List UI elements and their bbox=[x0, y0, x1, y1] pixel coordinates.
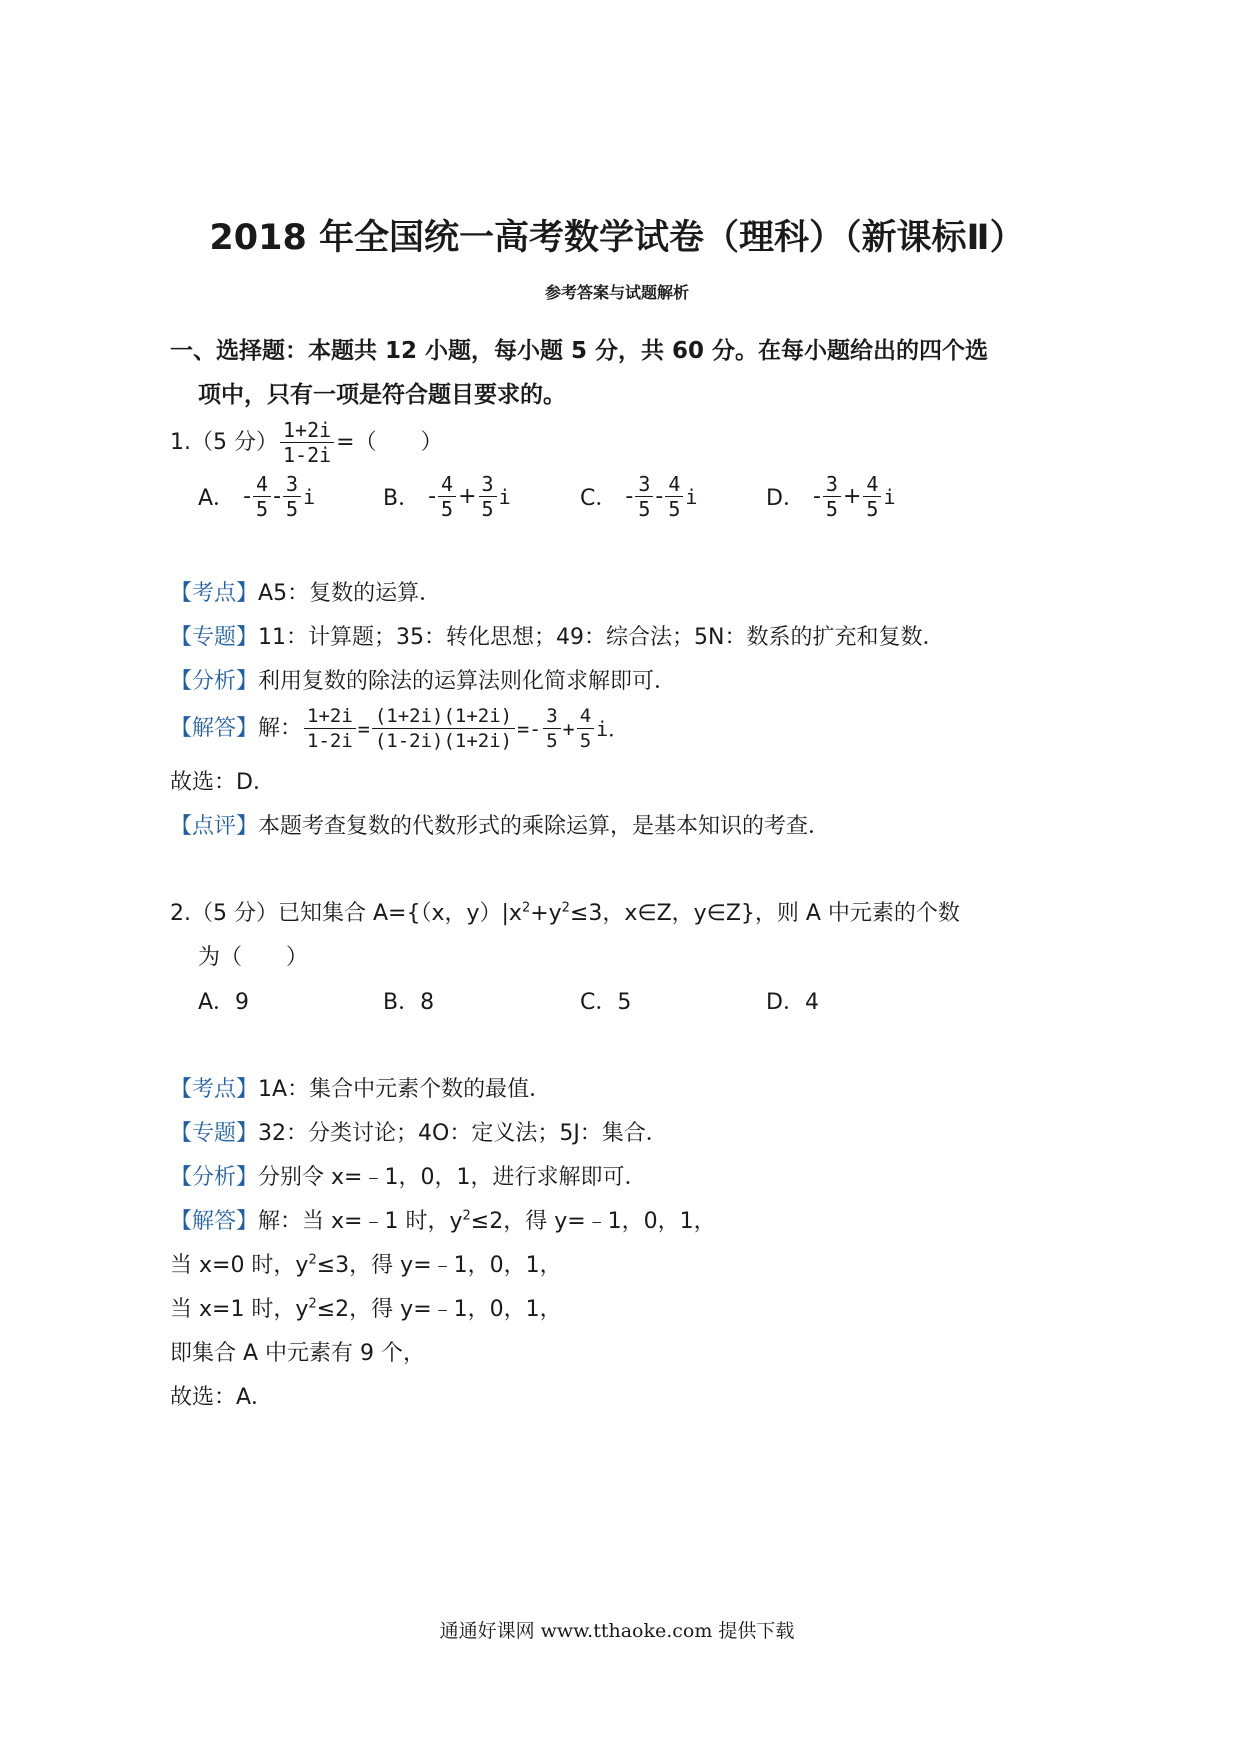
q1-prefix: 1.（5 分） bbox=[170, 429, 278, 455]
dianping-text: 本题考查复数的代数形式的乘除运算，是基本知识的考查． bbox=[258, 814, 831, 839]
q1-fraction bbox=[280, 418, 334, 467]
line3-b: ≤2，得 y=﹣1，0，1， bbox=[316, 1297, 562, 1322]
jieda-f3-den: 5 bbox=[546, 730, 558, 752]
jieda-prefix: 解： bbox=[258, 715, 303, 741]
option-num1: 4 bbox=[438, 472, 456, 497]
option-tail: i bbox=[685, 484, 698, 509]
option-sign: - bbox=[243, 484, 252, 509]
option-den1: 5 bbox=[638, 497, 651, 521]
option-den1: 5 bbox=[256, 497, 269, 521]
zhuanti-text: 32：分类讨论；4O：定义法；5J：集合． bbox=[258, 1121, 668, 1146]
option-num2: 4 bbox=[665, 472, 683, 497]
page-footer: 通通好课网 www.tthaoke.com 提供下载 bbox=[439, 1620, 795, 1642]
line2-b: ≤3，得 y=﹣1，0，1， bbox=[316, 1253, 562, 1278]
q2-sup1: 2 bbox=[521, 900, 531, 916]
option-num1: 3 bbox=[823, 472, 841, 497]
section-heading-line2: 项中，只有一项是符合题目要求的。 bbox=[198, 382, 566, 408]
dianping-tag: 【点评】 bbox=[170, 814, 259, 839]
jieda-f4-den: 5 bbox=[579, 730, 592, 752]
jieda-tag: 【解答】 bbox=[170, 1209, 259, 1234]
option-label: A． bbox=[198, 486, 236, 511]
jieda-b: ≤2，得 y=﹣1，0，1， bbox=[470, 1209, 716, 1234]
kaodian-tag: 【考点】 bbox=[170, 581, 259, 606]
q2-stem-c: ≤3，x∈Z，y∈Z}，则 A 中元素的个数 bbox=[569, 901, 960, 926]
option-op: + bbox=[842, 484, 862, 509]
q2-zhuanti bbox=[170, 1119, 668, 1149]
q2-answer: 故选：A． bbox=[170, 1385, 274, 1410]
kaodian-text: 1A：集合中元素个数的最值． bbox=[258, 1077, 552, 1102]
q2-stem bbox=[170, 899, 960, 929]
q1-dianping bbox=[170, 812, 830, 842]
q2-kaodian bbox=[170, 1075, 551, 1105]
q1-option-c bbox=[580, 472, 697, 521]
q1-suffix: =（ ） bbox=[336, 429, 443, 455]
option-sign: - bbox=[812, 484, 821, 509]
option-op: + bbox=[458, 484, 477, 509]
q1-zhuanti bbox=[170, 623, 944, 653]
jieda-f2-num: (1+2i)(1+2i) bbox=[372, 704, 515, 729]
option-den2: 5 bbox=[481, 497, 494, 521]
jieda-f1-den: 1-2i bbox=[307, 730, 353, 752]
zhuanti-text: 11：计算题；35：转化思想；49：综合法；5N：数系的扩充和复数． bbox=[258, 625, 945, 650]
q1-kaodian bbox=[170, 579, 441, 609]
option-label: B． bbox=[383, 486, 421, 511]
q1-jieda bbox=[170, 704, 628, 753]
option-sign: - bbox=[428, 484, 437, 509]
option-tail: i bbox=[303, 484, 316, 509]
option-num1: 4 bbox=[253, 472, 271, 497]
fenxi-tag: 【分析】 bbox=[170, 669, 259, 694]
q2-jieda bbox=[170, 1207, 716, 1237]
q2-line2 bbox=[170, 1251, 562, 1281]
option-den1: 5 bbox=[441, 497, 454, 521]
option-num2: 4 bbox=[863, 472, 881, 497]
fenxi-text: 分别令 x=﹣1，0，1，进行求解即可． bbox=[258, 1165, 647, 1190]
line3-sup: 2 bbox=[308, 1296, 317, 1312]
line3-a: 当 x=1 时，y bbox=[170, 1297, 309, 1322]
jieda-a: 解：当 x=﹣1 时，y bbox=[258, 1209, 463, 1234]
option-den2: 5 bbox=[668, 497, 681, 521]
section-heading-line1: 一、选择题：本题共 12 小题，每小题 5 分，共 60 分。在每小题给出的四个选 bbox=[170, 338, 989, 364]
q1-option-a bbox=[198, 472, 315, 521]
jieda-f2-den: (1-2i)(1+2i) bbox=[374, 730, 513, 752]
q2-stem-a: 2.（5 分）已知集合 A={（x，y）|x bbox=[170, 901, 522, 926]
fenxi-text: 利用复数的除法的运算法则化简求解即可． bbox=[258, 669, 677, 694]
zhuanti-tag: 【专题】 bbox=[170, 625, 259, 650]
q2-option-b: B．8 bbox=[383, 990, 435, 1015]
q2-sup2: 2 bbox=[561, 900, 570, 916]
option-label: C． bbox=[580, 486, 618, 511]
line2-sup: 2 bbox=[308, 1252, 317, 1268]
q2-stem-line2: 为（ ） bbox=[198, 945, 309, 970]
option-num2: 3 bbox=[479, 472, 497, 497]
q1-stem bbox=[170, 418, 443, 467]
jieda-f4-num: 4 bbox=[577, 704, 594, 729]
q2-stem-b: +y bbox=[530, 901, 562, 926]
q2-option-d: D．4 bbox=[766, 990, 819, 1015]
option-num1: 3 bbox=[635, 472, 653, 497]
q1-frac-num: 1+2i bbox=[280, 418, 334, 443]
option-den2: 5 bbox=[866, 497, 879, 521]
jieda-f3-num: 3 bbox=[543, 704, 560, 729]
zhuanti-tag: 【专题】 bbox=[170, 1121, 259, 1146]
line2-a: 当 x=0 时，y bbox=[170, 1253, 309, 1278]
option-label: D． bbox=[766, 486, 805, 511]
q1-option-b bbox=[383, 472, 511, 521]
option-op: - bbox=[655, 484, 664, 509]
option-den2: 5 bbox=[286, 497, 299, 521]
q1-option-d bbox=[766, 472, 895, 521]
option-den1: 5 bbox=[825, 497, 838, 521]
page-title: 2018 年全国统一高考数学试卷（理科）（新课标Ⅱ） bbox=[209, 218, 1025, 258]
option-op: - bbox=[273, 484, 282, 509]
jieda-tag: 【解答】 bbox=[170, 715, 259, 741]
q2-line3 bbox=[170, 1295, 562, 1325]
q2-fenxi bbox=[170, 1163, 646, 1193]
option-tail: i bbox=[883, 484, 896, 509]
jieda-sup: 2 bbox=[462, 1208, 471, 1224]
page-subtitle: 参考答案与试题解析 bbox=[544, 283, 689, 302]
jieda-tail: i． bbox=[596, 716, 629, 741]
q1-frac-den: 1-2i bbox=[282, 443, 332, 467]
q1-fenxi bbox=[170, 667, 676, 697]
q2-option-a: A．9 bbox=[198, 990, 250, 1015]
q2-option-c: C．5 bbox=[580, 990, 632, 1015]
option-sign: - bbox=[625, 484, 634, 509]
kaodian-tag: 【考点】 bbox=[170, 1077, 259, 1102]
option-num2: 3 bbox=[283, 472, 301, 497]
q2-line4: 即集合 A 中元素有 9 个， bbox=[170, 1341, 426, 1366]
q1-answer: 故选：D． bbox=[170, 770, 275, 795]
jieda-plus: + bbox=[562, 716, 575, 741]
jieda-f1-num: 1+2i bbox=[304, 704, 356, 729]
jieda-eq1: = bbox=[357, 716, 370, 741]
fenxi-tag: 【分析】 bbox=[170, 1165, 259, 1190]
option-tail: i bbox=[498, 484, 511, 509]
kaodian-text: A5：复数的运算． bbox=[258, 581, 442, 606]
jieda-eq2: =- bbox=[517, 716, 542, 741]
